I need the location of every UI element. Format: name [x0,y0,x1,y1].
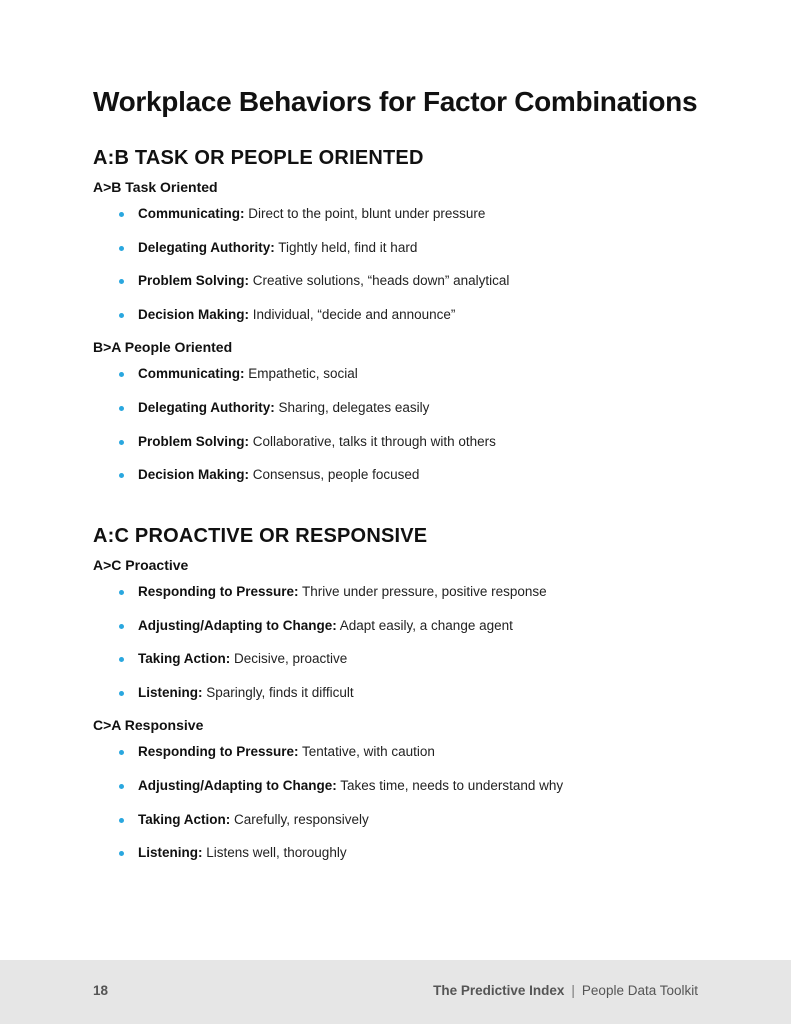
bullet-icon [119,851,124,856]
item-text: Collaborative, talks it through with others [249,433,496,449]
section-task-or-people [93,145,733,492]
item-label: Taking Action: [138,811,231,827]
bullet-icon [119,590,124,595]
list-item [119,197,733,231]
list-item [119,803,733,837]
item-text: Individual, “decide and announce” [249,306,456,322]
item-label: Problem Solving: [138,273,250,289]
bullet-icon [119,624,124,629]
item-text: Carefully, responsively [230,811,369,827]
page-number: 18 [93,983,109,998]
item-text: Listens well, thoroughly [202,845,347,861]
section-heading: A:B TASK OR PEOPLE ORIENTED [93,147,424,169]
group-heading: A>C Proactive [93,557,189,573]
item-label: Responding to Pressure: [138,584,299,599]
list-item [119,231,733,265]
item-text: Sparingly, finds it difficult [202,684,354,700]
list-item [119,575,733,609]
bullet-list [119,575,733,709]
bullet-icon [119,750,124,755]
item-text: Takes time, needs to understand why [336,777,564,793]
item-label: Taking Action: [138,651,231,667]
bullet-icon [119,279,124,284]
bullet-icon [119,440,124,445]
bullet-icon [119,212,124,217]
list-item [119,642,733,676]
item-text: Sharing, delegates easily [274,399,430,415]
list-item [119,357,733,391]
bullet-icon [119,818,124,823]
bullet-icon [119,406,124,411]
bullet-icon [119,784,124,789]
bullet-icon [119,372,124,377]
list-item [119,836,733,870]
item-text: Creative solutions, “heads down” analytical [249,273,510,289]
item-label: Listening: [138,684,203,700]
group-heading: C>A Responsive [93,717,204,734]
page-footer [0,960,791,1024]
item-label: Listening: [138,845,203,861]
item-label: Decision Making: [138,306,250,322]
item-label: Adjusting/Adapting to Change: [138,777,337,793]
item-label: Delegating Authority: [138,399,275,415]
item-text: Tentative, with caution [298,744,435,760]
bullet-icon [119,473,124,478]
section-proactive-or-responsive [93,523,733,870]
bullet-icon [119,246,124,251]
item-label: Responding to Pressure: [138,744,299,760]
bullet-icon [119,657,124,662]
list-item [119,735,733,769]
group-heading: B>A People Oriented [93,339,233,356]
brand-name: The Predictive Index [433,983,565,998]
bullet-list [119,357,733,491]
list-item [119,264,733,298]
bullet-icon [119,691,124,696]
list-item [119,458,733,492]
page-title: Workplace Behaviors for Factor Combinations [93,86,698,117]
list-item [119,298,733,332]
list-item [119,676,733,710]
item-text: Thrive under pressure, positive response [298,584,547,599]
item-label: Delegating Authority: [138,239,275,255]
list-item [119,609,733,643]
bullet-list [119,735,733,869]
item-label: Problem Solving: [138,433,250,449]
item-label: Communicating: [138,366,245,382]
bullet-icon [119,313,124,318]
item-label: Decision Making: [138,467,250,483]
item-text: Direct to the point, blunt under pressure [244,206,486,221]
product-name: People Data Toolkit [581,983,698,998]
list-item [119,425,733,459]
item-label: Adjusting/Adapting to Change: [138,617,337,633]
item-text: Consensus, people focused [249,467,420,483]
footer-separator: | [571,983,575,998]
group-heading: A>B Task Oriented [93,179,218,195]
item-label: Communicating: [138,206,245,221]
item-text: Decisive, proactive [230,651,348,667]
item-text: Tightly held, find it hard [274,239,418,255]
bullet-list [119,197,733,331]
list-item [119,391,733,425]
item-text: Empathetic, social [244,366,358,382]
footer-branding [433,983,698,998]
section-heading: A:C PROACTIVE OR RESPONSIVE [93,525,428,547]
item-text: Adapt easily, a change agent [336,617,513,633]
list-item [119,769,733,803]
